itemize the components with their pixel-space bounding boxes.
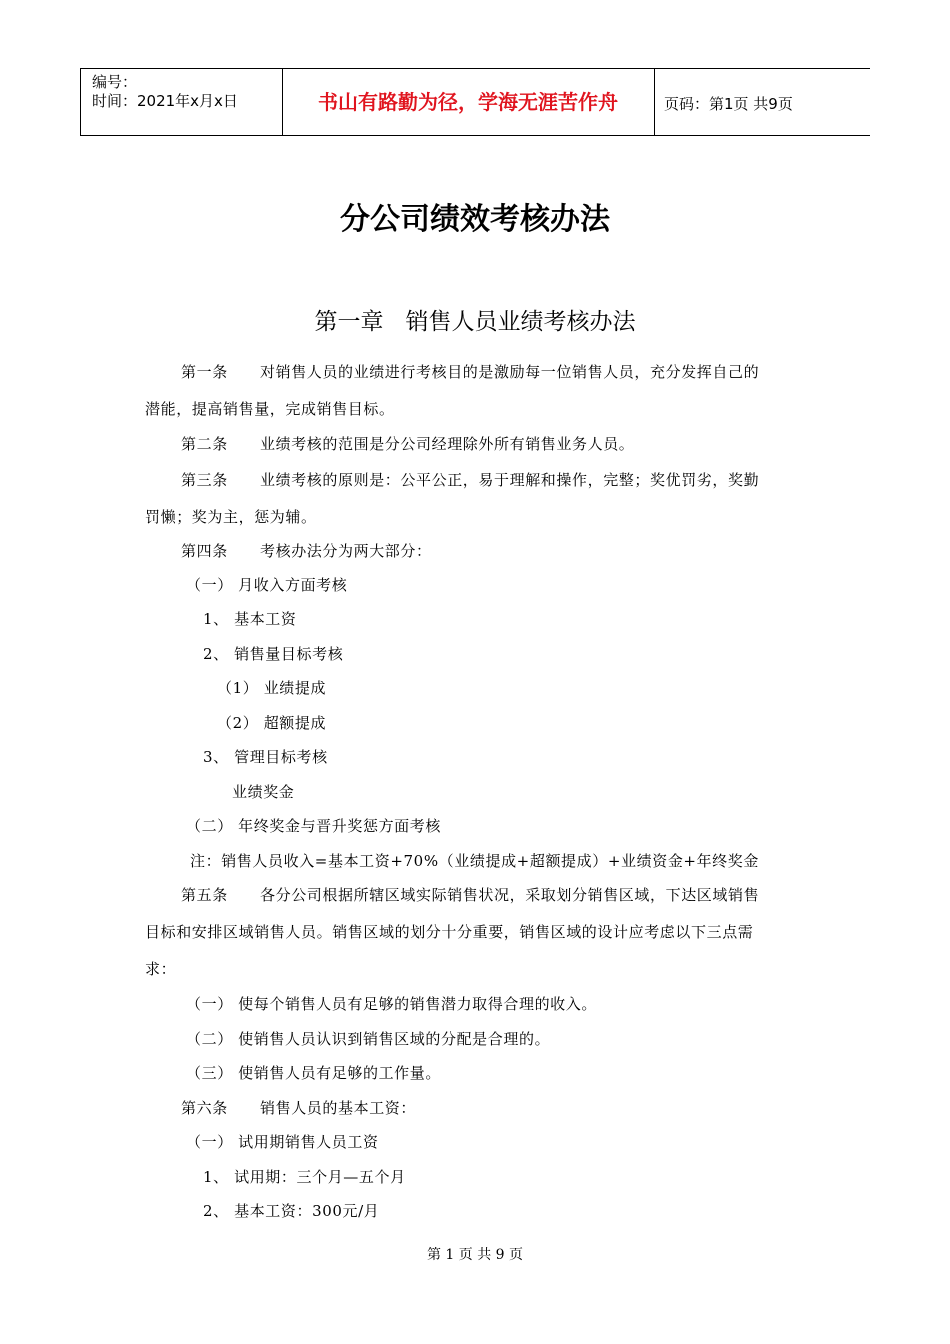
body-line: （二） 使销售人员认识到销售区域的分配是合理的。	[186, 1030, 551, 1048]
page-footer: 第 1 页 共 9 页	[426, 1247, 524, 1263]
body-line: 第四条 考核办法分为两大部分：	[181, 542, 432, 560]
header-bottom-rule	[80, 135, 870, 136]
body-line: 第二条 业绩考核的范围是分公司经理除外所有销售业务人员。	[181, 435, 635, 453]
body-line: 3、 管理目标考核	[203, 748, 328, 766]
header-motto: 书山有路勤为径，学海无涯苦作舟	[318, 90, 618, 114]
body-line: 业绩奖金	[232, 783, 295, 801]
body-line: 注：销售人员收入=基本工资+70%（业绩提成+超额提成）+业绩资金+年终奖金	[190, 852, 759, 870]
body-line: 潜能，提高销售量，完成销售目标。	[145, 400, 395, 418]
body-line: 2、 基本工资：300元/月	[203, 1202, 380, 1220]
body-line: （1） 业绩提成	[217, 679, 327, 697]
body-line: 2、 销售量目标考核	[203, 645, 344, 663]
body-line: 第一条 对销售人员的业绩进行考核目的是激励每一位销售人员，充分发挥自己的	[181, 363, 760, 381]
body-line: 求：	[145, 960, 177, 978]
body-line: （一） 使每个销售人员有足够的销售潜力取得合理的收入。	[186, 995, 597, 1013]
body-line: （一） 试用期销售人员工资	[186, 1133, 379, 1151]
body-line: （2） 超额提成	[217, 714, 327, 732]
body-line: 1、 基本工资	[203, 610, 297, 628]
document-time-label: 时间：2021年x月x日	[92, 92, 238, 110]
header-page-label: 页码：第1页 共9页	[664, 95, 793, 113]
document-title: 分公司绩效考核办法	[340, 202, 610, 237]
header-top-rule	[80, 68, 870, 69]
body-line: （一） 月收入方面考核	[186, 576, 348, 594]
body-line: （三） 使销售人员有足够的工作量。	[186, 1064, 441, 1082]
body-line: 目标和安排区域销售人员。销售区域的划分十分重要，销售区域的设计应考虑以下三点需	[145, 923, 754, 941]
body-line: 第五条 各分公司根据所辖区域实际销售状况，采取划分销售区域，下达区域销售	[181, 886, 760, 904]
chapter-heading: 第一章 销售人员业绩考核办法	[314, 309, 636, 335]
body-line: 第三条 业绩考核的原则是：公平公正，易于理解和操作，完整；奖优罚劣，奖勤	[181, 471, 760, 489]
body-line: （二） 年终奖金与晋升奖惩方面考核	[186, 817, 441, 835]
header-divider-2	[654, 68, 655, 136]
body-line: 罚懒；奖为主，惩为辅。	[145, 508, 317, 526]
document-number-label: 编号：	[92, 73, 138, 91]
body-line: 第六条 销售人员的基本工资：	[181, 1099, 417, 1117]
header-divider-left	[80, 68, 81, 136]
body-line: 1、 试用期：三个月—五个月	[203, 1168, 406, 1186]
